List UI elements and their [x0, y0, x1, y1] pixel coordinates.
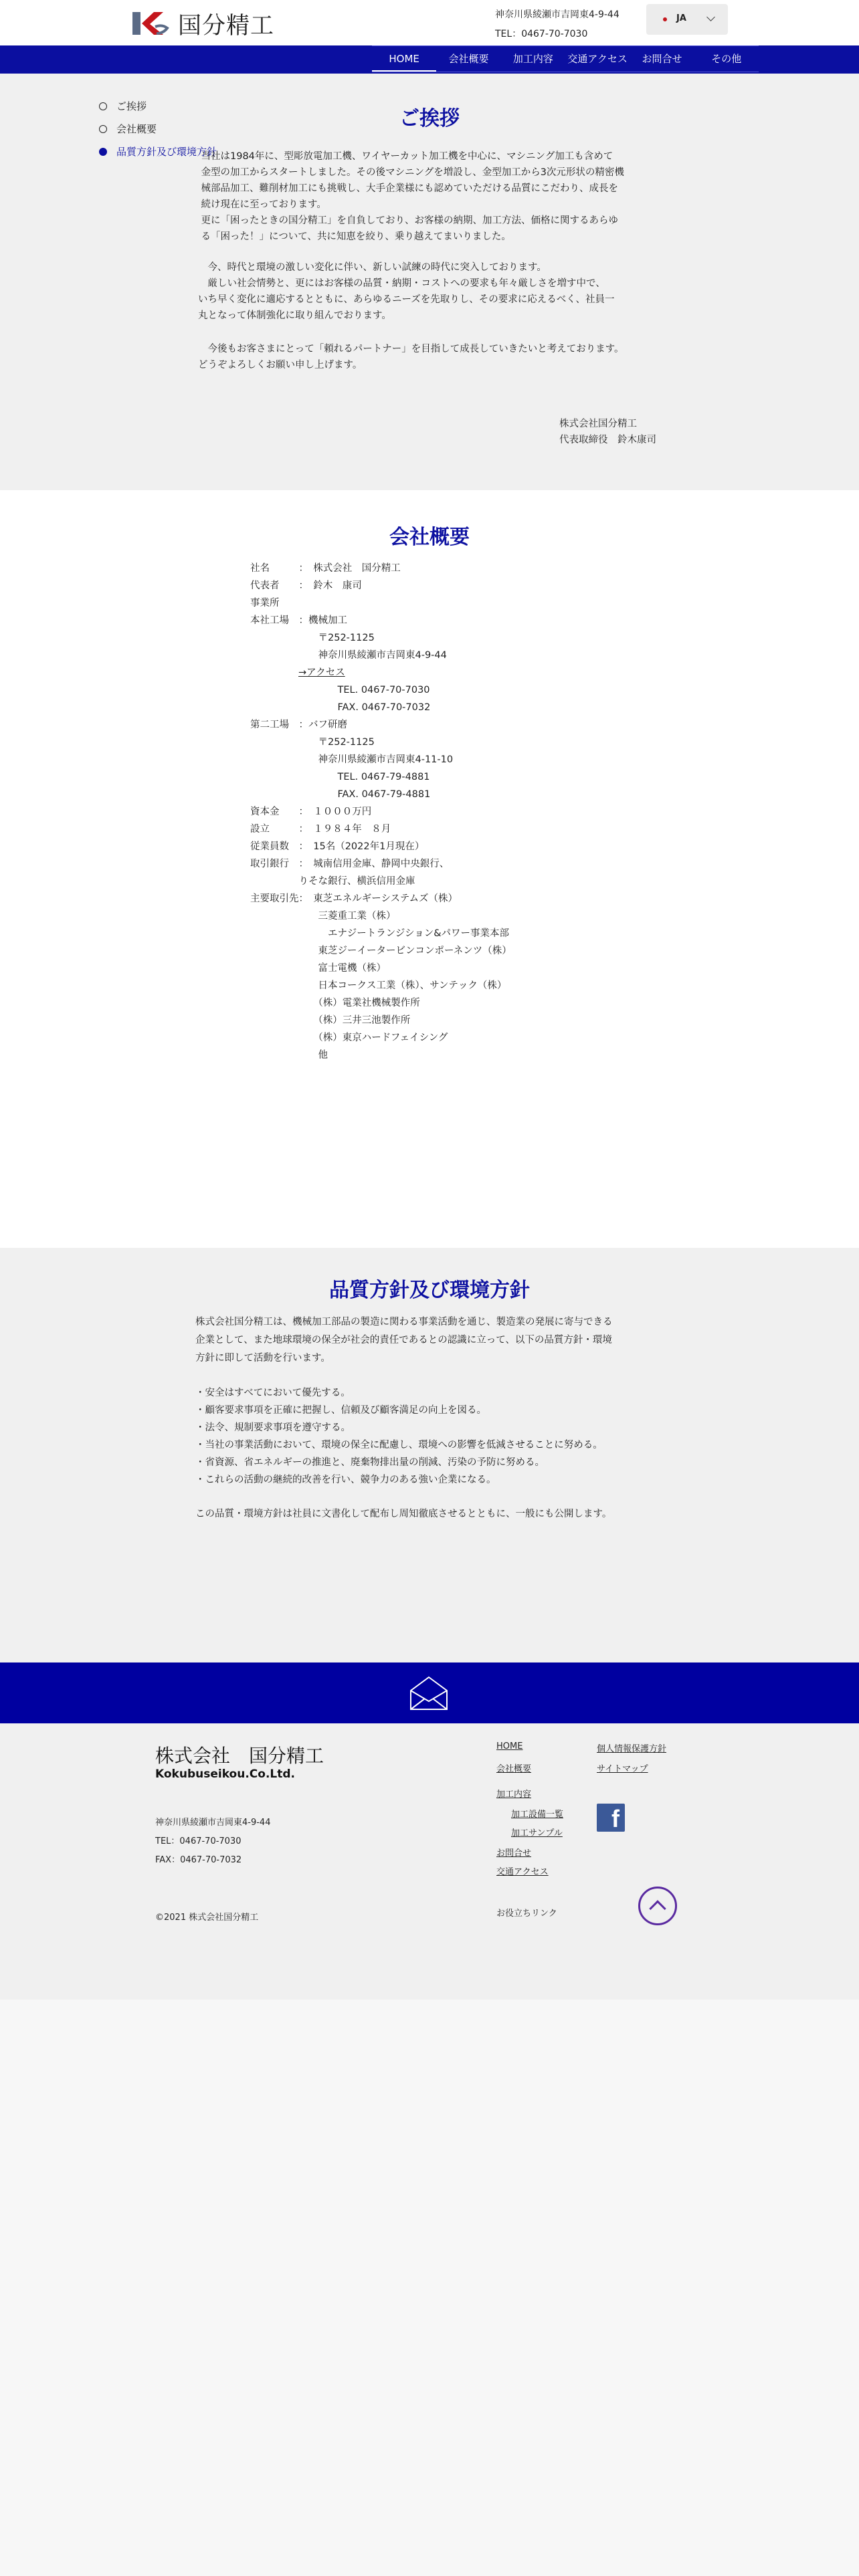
- footer-link-useful[interactable]: お役立ちリンク: [496, 1909, 557, 1919]
- overview-row: （株）東京ハードフェイシング: [250, 1033, 448, 1043]
- overview-row: 取引銀行 ： 城南信用金庫、静岡中央銀行、: [250, 859, 450, 869]
- anchor-overview[interactable]: 会社概要: [99, 120, 217, 143]
- overview-row: （株）三井三池製作所: [250, 1015, 411, 1026]
- anchor-greeting[interactable]: ご挨拶: [99, 98, 217, 120]
- access-link[interactable]: →アクセス: [298, 667, 345, 678]
- header-address: 神奈川県綾瀬市吉岡東4-9-44: [495, 9, 619, 20]
- company-logo-text[interactable]: 国分精工: [178, 13, 275, 39]
- facebook-icon[interactable]: f: [597, 1804, 625, 1832]
- greeting-paragraph-2: 今、時代と環境の激しい変化に伴い、新しい試練の時代に突入しております。 厳しい社会情勢と、更にはお客様の品質・納期・コストへの要求も年々厳しさを増す中で、 いち早く変化に適応するとともに、あらゆるニーズを先取りし、その要求に応えるべく、社員一 丸となって体制強化に取り組んでおります。: [198, 262, 615, 321]
- nav-access[interactable]: 交通アクセス: [567, 53, 628, 65]
- policy-intro: 株式会社国分精工は、機械加工部品の製造に関わる事業活動を通じ、製造業の発展に寄与できる 企業として、また地球環境の保全が社会的責任であるとの認識に立って、以下の品質方針・環境 方針に即して活動を行います。: [195, 1317, 613, 1364]
- overview-row: 本社工場 ：機械加工: [250, 615, 347, 626]
- policy-items: ・安全はすべてにおいて優先する。 ・顧客要求事項を正確に把握し、信頼及び顧客満足の向上を図る。 ・法令、規制要求事項を遵守する。 ・当社の事業活動において、環境の保全に配慮し、環境への影響を低減させることに努める。 ・省資源、省エネルギーの推進と、廃棄物排出量の削減、汚染の予防に努める。 ・これらの活動の継続的改善を行い、競争力のある強い企業になる。: [195, 1388, 603, 1485]
- overview-row: FAX. 0467-79-4881: [250, 789, 431, 800]
- greeting-paragraph-1: 当社は1984年に、型彫放電加工機、ワイヤーカット加工機を中心に、マシニング加工も含めて 金型の加工からスタートしました。その後マシニングを増設し、金型加工から3次元形状の精密機 械部品加工、難削材加工にも挑戦し、大手企業様にも認めていただける品質にこだわり、成長を 続け現在に至っております。 更に「困ったときの国分精工」を自負しており、お客様の納期、加工方法、価格に関するあらゆ る「困った！」について、共に知恵を絞り、乗り越えてまいりました。: [201, 151, 624, 242]
- overview-row: 〒252-1125: [250, 633, 375, 643]
- japan-flag-icon: [663, 17, 667, 21]
- site-header: [0, 0, 859, 45]
- footer-link-processing[interactable]: 加工内容: [496, 1790, 532, 1800]
- overview-row: 代表者 ： 鈴木 康司: [250, 580, 362, 591]
- overview-row: 資本金 ： １０００万円: [250, 807, 372, 817]
- nav-company[interactable]: 会社概要: [448, 53, 489, 65]
- footer-link-privacy[interactable]: 個人情報保護方針: [597, 1744, 667, 1754]
- overview-row: （株）電業社機械製作所: [250, 998, 420, 1008]
- overview-row: 設立 ： １９８４年 ８月: [250, 824, 391, 835]
- footer-contact-info: 神奈川県綾瀬市吉岡東4-9-44 TEL：0467-70-7030 FAX：0467-70-7032: [155, 1818, 271, 1865]
- nav-other[interactable]: その他: [711, 53, 742, 65]
- back-to-top-button[interactable]: [638, 1887, 677, 1925]
- overview-row: TEL. 0467-70-7030: [250, 685, 430, 695]
- policy-closing: この品質・環境方針は社員に文書化して配布し周知徹底させるとともに、一般にも公開します。: [195, 1509, 612, 1519]
- mail-icon[interactable]: [409, 1676, 448, 1711]
- header-tel: TEL：0467-70-7030: [495, 29, 588, 39]
- footer-link-overview[interactable]: 会社概要: [496, 1764, 532, 1774]
- header-contact: [495, 5, 619, 44]
- language-code: JA: [676, 13, 686, 23]
- overview-table-bottom: [250, 681, 512, 1064]
- policy-title: 品質方針及び環境方針: [329, 1279, 530, 1302]
- chevron-up-icon: [649, 1900, 666, 1917]
- overview-title: 会社概要: [389, 526, 470, 549]
- footer-link-contact[interactable]: お問合せ: [496, 1848, 532, 1858]
- overview-row: TEL. 0467-79-4881: [250, 772, 430, 782]
- footer-link-access[interactable]: 交通アクセス: [496, 1867, 549, 1877]
- overview-row: 事業所: [250, 598, 280, 609]
- overview-row: 富士電機（株）: [250, 963, 386, 974]
- circle-icon: [99, 125, 107, 133]
- footer-company: 株式会社 国分精工: [155, 1745, 324, 1767]
- greeting-sign-company: 株式会社国分精工: [559, 419, 637, 429]
- overview-row: FAX. 0467-70-7032: [250, 702, 431, 713]
- main-nav: [372, 45, 759, 72]
- filled-circle-icon: [99, 148, 107, 156]
- greeting-sign-person: 代表取締役 鈴木康司: [559, 435, 656, 445]
- greeting-paragraph-3: 今後もお客さまにとって「頼れるパートナー」を目指して成長していきたいと考えております。 どうぞよろしくお願い申し上げます。: [198, 344, 624, 370]
- nav-contact[interactable]: お問合せ: [642, 53, 682, 65]
- nav-home[interactable]: HOME: [372, 46, 436, 72]
- overview-row: 従業員数 ： 15名（2022年1月現在）: [250, 841, 425, 852]
- footer-link-equipment[interactable]: 加工設備一覧: [511, 1810, 564, 1820]
- overview-row: 神奈川県綾瀬市吉岡東4-9-44: [250, 650, 447, 661]
- overview-row: エナジートランジション&パワー事業本部: [250, 928, 509, 939]
- overview-row: 日本コークス工業（株）、サンテック（株）: [250, 980, 507, 991]
- overview-row: 第二工場 ：バフ研磨: [250, 720, 347, 730]
- overview-row: 社名 ： 株式会社 国分精工: [250, 563, 401, 574]
- company-logo-icon[interactable]: [131, 11, 170, 36]
- overview-row: 〒252-1125: [250, 737, 375, 748]
- anchor-policy[interactable]: 品質方針及び環境方針: [99, 143, 217, 166]
- overview-row: 神奈川県綾瀬市吉岡東4-11-10: [250, 754, 454, 765]
- chevron-down-icon: [706, 13, 715, 21]
- circle-icon: [99, 102, 107, 110]
- footer-link-home[interactable]: HOME: [496, 1741, 523, 1751]
- footer-link-sitemap[interactable]: サイトマップ: [597, 1764, 648, 1774]
- overview-row: 主要取引先： 東芝エネルギーシステムズ（株）: [250, 893, 458, 904]
- site-footer: [0, 1723, 859, 2000]
- footer-link-samples[interactable]: 加工サンプル: [511, 1828, 563, 1838]
- language-selector[interactable]: [646, 4, 728, 35]
- overview-row: 他: [250, 1050, 328, 1061]
- overview-row: 東芝ジーイータービンコンポーネンツ（株）: [250, 946, 512, 956]
- overview-row: りそな銀行、横浜信用金庫: [250, 876, 415, 887]
- nav-processing[interactable]: 加工内容: [512, 53, 553, 65]
- overview-row: 三菱重工業（株）: [250, 911, 396, 922]
- greeting-title: ご挨拶: [399, 107, 460, 130]
- overview-table-top: [250, 560, 447, 664]
- footer-company-en: Kokubuseikou.Co.Ltd.: [155, 1767, 295, 1781]
- footer-copyright: ©2021 株式会社国分精工: [155, 1913, 259, 1923]
